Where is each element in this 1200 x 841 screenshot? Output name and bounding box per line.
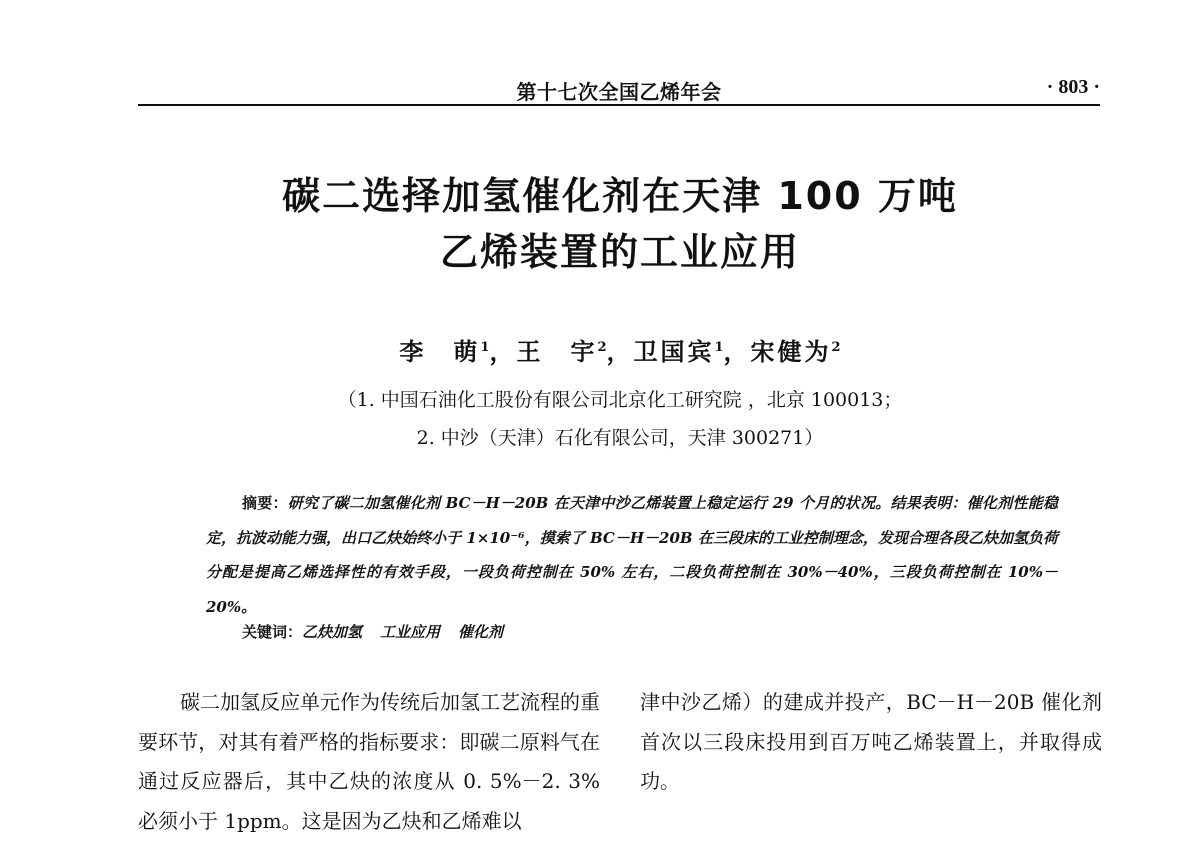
author-separator: ， [489, 337, 517, 366]
author-list [200, 332, 1040, 367]
abstract [206, 486, 1058, 624]
page-number: · 803 · [1046, 76, 1100, 98]
affiliation-line-2: 2. 中沙（天津）石化有限公司，天津 300271） [416, 427, 824, 449]
affiliation-line-1: （1. 中国石油化工股份有限公司北京化工研究院 ，北京 100013； [337, 389, 903, 411]
abstract-label: 摘要： [242, 494, 288, 512]
author-name: 李 萌 [399, 337, 481, 366]
title-line-1: 碳二选择加氢催化剂在天津 100 万吨 [282, 174, 958, 218]
body-right-column [640, 683, 1102, 802]
running-header [138, 70, 1100, 106]
author-affiliation-mark: 2 [831, 340, 841, 355]
header-rule [138, 104, 1100, 106]
body-left-column [138, 683, 600, 841]
title-line-2: 乙烯装置的工业应用 [439, 230, 800, 274]
body-paragraph: 碳二加氢反应单元作为传统后加氢工艺流程的重要环节，对其有着严格的指标要求：即碳二原料气在通过反应器后，其中乙炔的浓度从 0. 5%－2. 3% 必须小于 1ppm。这是因为乙炔和乙烯难以 [138, 690, 600, 833]
author-name: 王 宇 [516, 337, 598, 366]
author-separator: ， [606, 337, 634, 366]
keyword: 乙炔加氢 [302, 623, 363, 641]
author-name: 卫国宾 [633, 337, 715, 366]
author-affiliation-mark: 1 [714, 340, 724, 355]
author-affiliation-mark: 1 [480, 340, 490, 355]
keywords-label: 关键词： [242, 623, 303, 641]
running-title: 第十七次全国乙烯年会 [516, 80, 722, 104]
keywords [242, 621, 503, 642]
keyword: 工业应用 [380, 623, 441, 641]
abstract-text: 研究了碳二加氢催化剂 BC－H－20B 在天津中沙乙烯装置上稳定运行 29 个月的状况。结果表明：催化剂性能稳定，抗波动能力强，出口乙炔始终小于 1×10⁻⁶，摸索了 BC－H－20B 在三段床的工业控制理念，发现合理各段乙炔加氢负荷分配是提高乙烯选择性的有效手段，一段负荷控制在 50% 左右，二段负荷控制在 30%－40%，三段负荷控制在 10%－20%。 [206, 494, 1058, 616]
keyword: 催化剂 [458, 623, 504, 641]
author-name: 宋健为 [750, 337, 832, 366]
body-paragraph: 津中沙乙烯）的建成并投产，BC－H－20B 催化剂首次以三段床投用到百万吨乙烯装置上，并取得成功。 [640, 690, 1102, 793]
paper-title [200, 168, 1040, 280]
author-affiliation-mark: 2 [597, 340, 607, 355]
author-separator: ， [723, 337, 751, 366]
